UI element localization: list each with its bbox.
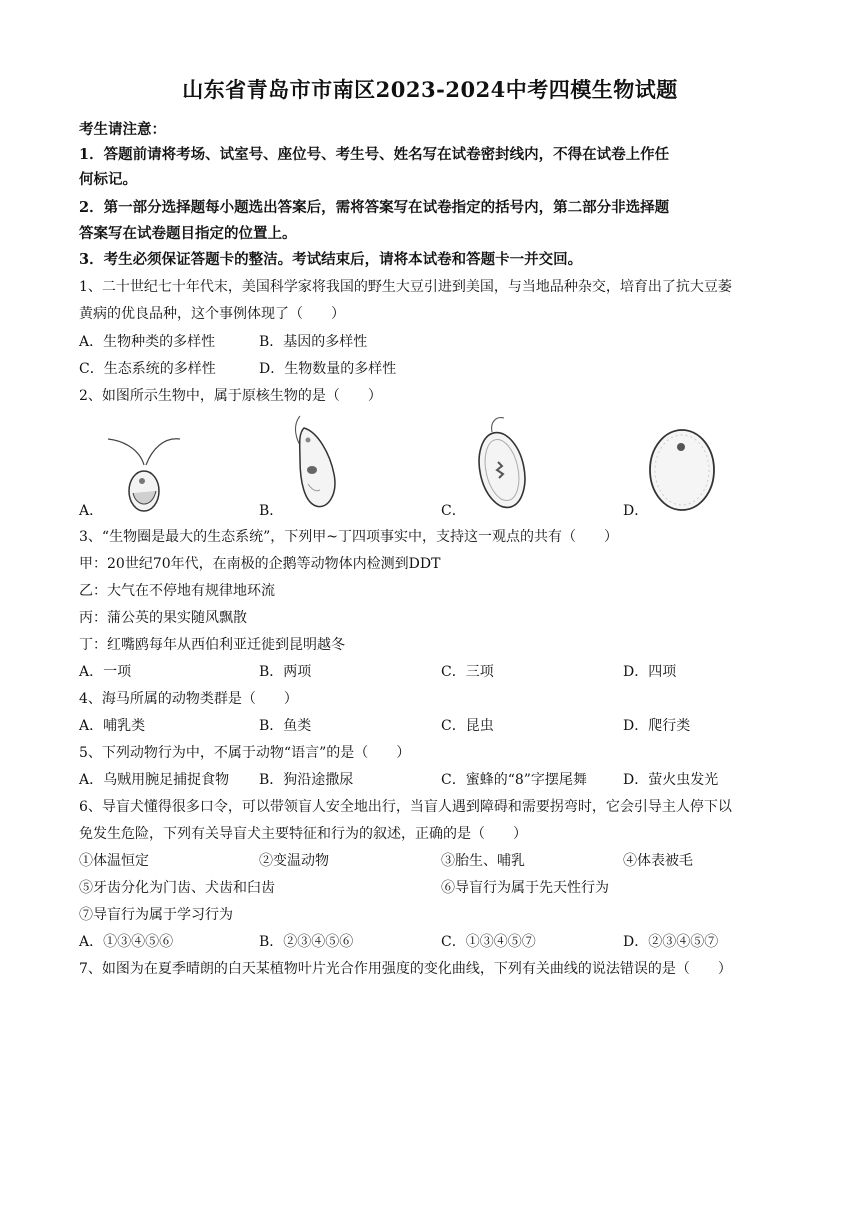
notice-heading: 考生请注意：	[79, 121, 166, 138]
option-a: A．乌贼用腕足捕捉食物	[79, 772, 230, 788]
option-c: C．昆虫	[441, 718, 494, 734]
question-stem: 黄病的优良品种，这个事例体现了（ ）	[79, 306, 345, 322]
question-stem: 7、如图为在夏季晴朗的白天某植物叶片光合作用强度的变化曲线，下列有关曲线的说法错误的是（ ）	[79, 961, 732, 977]
option-b: B．②③④⑤⑥	[259, 934, 354, 950]
statement: 乙：大气在不停地有规律地环流	[79, 583, 275, 599]
figure-c-bacterium	[462, 410, 542, 515]
option-c: C．生态系统的多样性	[79, 361, 216, 377]
option-b: B．	[259, 503, 284, 519]
question-stem: 1、二十世纪七十年代末，美国科学家将我国的野生大豆引进到美国，与当地品种杂交，培育出了抗大豆萎	[79, 279, 732, 295]
figure-a-flagellate	[100, 425, 190, 515]
option-c: C．蜜蜂的“8”字摆尾舞	[441, 772, 587, 788]
option-a: A．一项	[79, 664, 132, 680]
notice-item: 何标记。	[79, 171, 137, 188]
option-c: C．	[441, 503, 466, 519]
question-stem: 6、导盲犬懂得很多口令，可以带领盲人安全地出行，当盲人遇到障碍和需要拐弯时，它会引导主人停下以	[79, 799, 732, 815]
notice-item: 答案写在试卷题目指定的位置上。	[79, 225, 297, 242]
figure-b-euglena	[278, 410, 358, 515]
option-b: B．两项	[259, 664, 312, 680]
option-a: A．	[79, 503, 104, 519]
question-stem: 2、如图所示生物中，属于原核生物的是（ ）	[79, 388, 382, 404]
statement: ④体表被毛	[623, 853, 693, 869]
option-a: A．①③④⑤⑥	[79, 934, 174, 950]
question-stem: 5、下列动物行为中，不属于动物“语言”的是（ ）	[79, 745, 411, 761]
statement: ⑦导盲行为属于学习行为	[79, 907, 233, 923]
notice-item: 3．考生必须保证答题卡的整洁。考试结束后，请将本试卷和答题卡一并交回。	[79, 251, 583, 268]
option-d: D．爬行类	[623, 718, 691, 734]
question-stem: 免发生危险，下列有关导盲犬主要特征和行为的叙述，正确的是（ ）	[79, 826, 527, 842]
question-stem: 4、海马所属的动物类群是（ ）	[79, 691, 298, 707]
notice-item: 1．答题前请将考场、试室号、座位号、考生号、姓名写在试卷密封线内，不得在试卷上作任	[79, 146, 670, 163]
statement: ③胎生、哺乳	[441, 853, 525, 869]
statement: 丙：蒲公英的果实随风飘散	[79, 610, 247, 626]
statement: ①体温恒定	[79, 853, 149, 869]
statement: ⑥导盲行为属于先天性行为	[441, 880, 609, 896]
option-d: D．四项	[623, 664, 677, 680]
option-c: C．三项	[441, 664, 494, 680]
statement: ②变温动物	[259, 853, 329, 869]
option-a: A．生物种类的多样性	[79, 334, 216, 350]
option-d: D．生物数量的多样性	[259, 361, 397, 377]
option-a: A．哺乳类	[79, 718, 146, 734]
question-stem: 3、“生物圈是最大的生态系统”，下列甲~丁四项事实中，支持这一观点的共有（ ）	[79, 529, 618, 545]
option-c: C．①③④⑤⑦	[441, 934, 536, 950]
option-b: B．基因的多样性	[259, 334, 368, 350]
option-b: B．狗沿途撒尿	[259, 772, 354, 788]
option-d: D．②③④⑤⑦	[623, 934, 719, 950]
statement: 丁：红嘴鸥每年从西伯利亚迁徙到昆明越冬	[79, 637, 345, 653]
statement: ⑤牙齿分化为门齿、犬齿和臼齿	[79, 880, 275, 896]
statement: 甲：20世纪70年代，在南极的企鹅等动物体内检测到DDT	[79, 556, 441, 572]
option-d: D．	[623, 503, 649, 519]
option-d: D．萤火虫发光	[623, 772, 719, 788]
notice-item: 2．第一部分选择题每小题选出答案后，需将答案写在试卷指定的括号内，第二部分非选择题	[79, 199, 670, 216]
figure-d-yeast	[644, 425, 720, 515]
page-title: 山东省青岛市市南区2023-2024中考四模生物试题	[182, 77, 678, 102]
option-b: B．鱼类	[259, 718, 312, 734]
